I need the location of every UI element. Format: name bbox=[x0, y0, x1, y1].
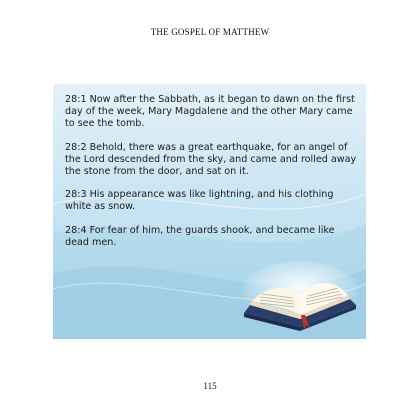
scripture-slide bbox=[53, 84, 366, 339]
verse-list bbox=[65, 94, 357, 260]
running-head: THE GOSPEL OF MATTHEW bbox=[150, 27, 270, 37]
open-bible-icon bbox=[238, 255, 360, 333]
verse-28-2: 28:2 Behold, there was a great earthquake, for an angel of the Lord descended from the sky, and came and rolled away the stone from the door, and sat on it. bbox=[65, 141, 357, 178]
verse-28-4: 28:4 For fear of him, the guards shook, and became like dead men. bbox=[65, 224, 335, 248]
page-number: 115 bbox=[203, 381, 217, 391]
verse-28-3: 28:3 His appearance was like lightning, and his clothing white as snow. bbox=[65, 189, 334, 213]
verse-28-1: 28:1 Now after the Sabbath, as it began to dawn on the first day of the week, Mary Magdalene and the other Mary came to see the tomb. bbox=[65, 94, 355, 130]
